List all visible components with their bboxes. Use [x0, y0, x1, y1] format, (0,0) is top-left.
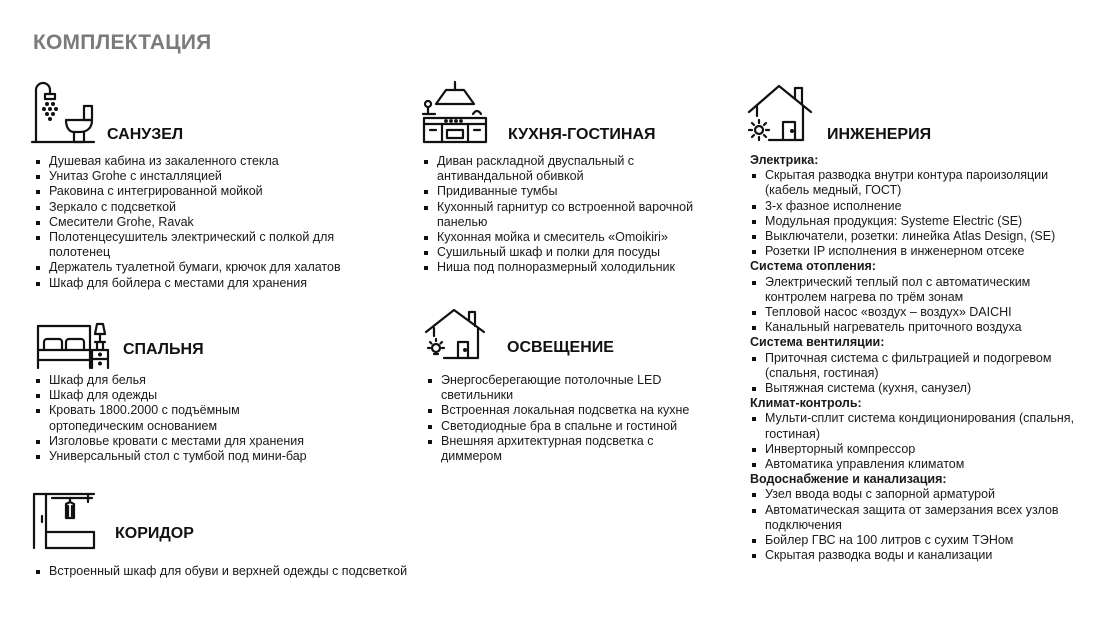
list-item: Унитаз Grohe с инсталляцией: [34, 169, 364, 184]
list-item: Модульная продукция: Systeme Electric (SE): [750, 214, 1090, 229]
list-item: Скрытая разводка воды и канализации: [750, 548, 1090, 563]
list-item: Шкаф для белья: [34, 373, 364, 388]
bedroom-list: [34, 373, 364, 464]
list-item: Шкаф для одежды: [34, 388, 364, 403]
list-item: Ниша под полноразмерный холодильник: [422, 260, 722, 275]
section-title-engineering: ИНЖЕНЕРИЯ: [827, 126, 932, 143]
lighting-list: [426, 373, 716, 464]
list-item: 3-х фазное исполнение: [750, 199, 1090, 214]
section-title-bedroom: СПАЛЬНЯ: [123, 341, 204, 358]
engineering-content: [750, 153, 1090, 563]
list-item: Автоматика управления климатом: [750, 457, 1090, 472]
list-item: Розетки IP исполнения в инженерном отсеке: [750, 244, 1090, 259]
list-item: Выключатели, розетки: линейка Atlas Design, (SE): [750, 229, 1090, 244]
house-lamp-icon: [424, 306, 488, 362]
list-item: Внешняя архитектурная подсветка с диммером: [426, 434, 681, 464]
list-item: Встроенная локальная подсветка на кухне: [426, 403, 716, 418]
list-item: Тепловой насос «воздух – воздух» DAICHI: [750, 305, 1090, 320]
list-item: Шкаф для бойлера с местами для хранения: [34, 276, 364, 291]
list-item: Автоматическая защита от замерзания всех узлов подключения: [750, 503, 1090, 533]
list-item: Придиванные тумбы: [422, 184, 722, 199]
list-item: Изголовье кровати с местами для хранения: [34, 434, 364, 449]
section-title-kitchen: КУХНЯ-ГОСТИНАЯ: [508, 126, 656, 143]
engineering-group-title: Система отопления:: [750, 259, 876, 274]
list-item: Узел ввода воды с запорной арматурой: [750, 487, 1090, 502]
list-item: Полотенцесушитель электрический с полкой для полотенец: [34, 230, 364, 260]
page-title: КОМПЛЕКТАЦИЯ: [33, 31, 212, 54]
shower-toilet-icon: [30, 80, 96, 146]
section-title-hallway: КОРИДОР: [115, 525, 194, 542]
list-item: Диван раскладной двуспальный с антивандальной обивкой: [422, 154, 722, 184]
engineering-group-title: Водоснабжение и канализация:: [750, 472, 947, 487]
list-item: Встроенный шкаф для обуви и верхней одежды с подсветкой: [34, 564, 434, 579]
list-item: Энергосберегающие потолочные LED светильники: [426, 373, 681, 403]
list-item: Бойлер ГВС на 100 литров с сухим ТЭНом: [750, 533, 1090, 548]
kitchen-list: [422, 154, 722, 276]
house-gear-icon: [745, 82, 815, 144]
list-item: Универсальный стол с тумбой под мини-бар: [34, 449, 364, 464]
list-item: Держатель туалетной бумаги, крючок для халатов: [34, 260, 364, 275]
section-title-lighting: ОСВЕЩЕНИЕ: [507, 339, 614, 356]
list-item: Приточная система с фильтрацией и подогревом (спальня, гостиная): [750, 351, 1090, 381]
list-item: Сушильный шкаф и полки для посуды: [422, 245, 722, 260]
bathroom-list: [34, 154, 364, 291]
list-item: Скрытая разводка внутри контура пароизоляции (кабель медный, ГОСТ): [750, 168, 1090, 198]
engineering-group-title: Электрика:: [750, 153, 819, 167]
list-item: Кухонный гарнитур со встроенной варочной панелью: [422, 200, 722, 230]
section-title-bathroom: САНУЗЕЛ: [107, 126, 184, 143]
engineering-group-list: [750, 411, 1090, 472]
list-item: Электрический теплый пол с автоматическим контролем нагрева по трём зонам: [750, 275, 1090, 305]
engineering-group-title: Климат-контроль:: [750, 396, 862, 411]
list-item: Инверторный компрессор: [750, 442, 1090, 457]
list-item: Кровать 1800.2000 с подъёмным ортопедическим основанием: [34, 403, 249, 433]
list-item: Душевая кабина из закаленного стекла: [34, 154, 364, 169]
engineering-group-title: Система вентиляции:: [750, 335, 885, 350]
engineering-group-list: [750, 487, 1090, 563]
kitchen-icon: [420, 80, 490, 146]
list-item: Кухонная мойка и смеситель «Omoikiri»: [422, 230, 722, 245]
list-item: Светодиодные бра в спальне и гостиной: [426, 419, 716, 434]
engineering-group-list: [750, 275, 1090, 336]
list-item: Раковина с интегрированной мойкой: [34, 184, 364, 199]
bed-icon: [32, 320, 112, 370]
hallway-list: [34, 564, 434, 579]
list-item: Канальный нагреватель приточного воздуха: [750, 320, 1090, 335]
engineering-group-list: [750, 168, 1090, 259]
list-item: Мульти-сплит система кондиционирования (спальня, гостиная): [750, 411, 1090, 441]
wardrobe-icon: [32, 490, 98, 550]
list-item: Зеркало с подсветкой: [34, 200, 364, 215]
list-item: Вытяжная система (кухня, санузел): [750, 381, 1090, 396]
engineering-group-list: [750, 351, 1090, 397]
list-item: Смесители Grohe, Ravak: [34, 215, 364, 230]
